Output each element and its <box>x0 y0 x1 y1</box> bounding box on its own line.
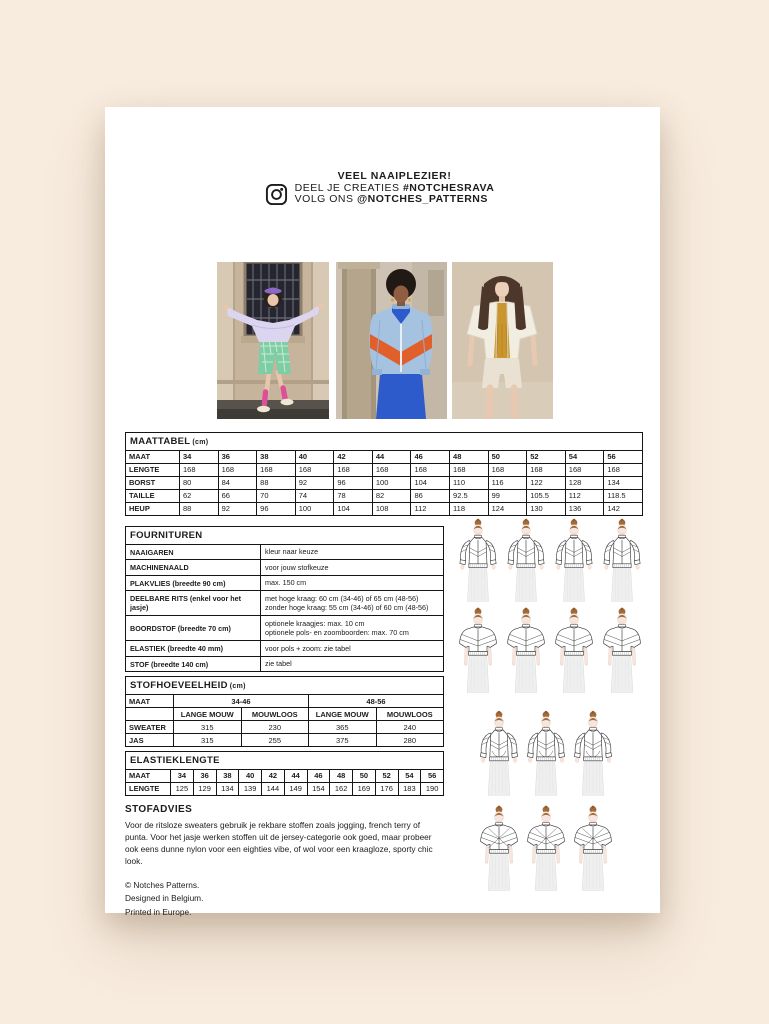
table-cell: 118 <box>450 502 489 515</box>
table-cell: LANGE MOUW <box>174 708 242 721</box>
taille-row <box>126 489 643 502</box>
footer-line: Printed in Europe. <box>125 906 192 917</box>
table-cell: 52 <box>527 450 566 463</box>
figure-row-sleeveless-front <box>455 606 645 696</box>
stofadvies-section <box>125 804 444 867</box>
table-cell: 118.5 <box>604 489 643 502</box>
table-cell: 100 <box>372 476 411 489</box>
table-cell: 139 <box>239 783 262 796</box>
row-label: LENGTE <box>126 463 180 476</box>
figure-row-longsleeve-back <box>455 710 645 798</box>
table-cell: 46 <box>411 450 450 463</box>
row-value: max. 150 cm <box>261 575 444 591</box>
table-cell: 168 <box>295 463 334 476</box>
table-cell: 142 <box>604 502 643 515</box>
table-cell: 99 <box>488 489 527 502</box>
jas-row <box>126 734 444 747</box>
social-block <box>105 171 660 206</box>
elastieklengte-title-row <box>126 752 444 770</box>
table-cell: 169 <box>353 783 376 796</box>
figure-sleeveless-front <box>551 606 597 696</box>
stofhoeveelheid-title: STOFHOEVEELHEID (cm) <box>126 677 444 695</box>
size-group-row <box>126 695 444 708</box>
instagram-handle: @NOTCHES_PATTERNS <box>356 193 488 205</box>
table-cell: 125 <box>171 783 194 796</box>
table-cell: 112 <box>565 489 604 502</box>
table-cell: 100 <box>295 502 334 515</box>
length-row <box>126 783 444 796</box>
photo-model-lavender-sweater <box>217 262 329 419</box>
table-row <box>126 656 444 672</box>
table-cell: 34 <box>171 770 194 783</box>
fournituren-table <box>125 526 444 672</box>
table-cell: 78 <box>334 489 373 502</box>
table-cell: 183 <box>398 783 421 796</box>
table-cell: 168 <box>604 463 643 476</box>
table-cell: 82 <box>372 489 411 502</box>
maattabel-title: MAATTABEL (cm) <box>126 433 643 451</box>
table-cell: 38 <box>216 770 239 783</box>
table-cell: 105.5 <box>527 489 566 502</box>
table-cell: 168 <box>527 463 566 476</box>
stofhoeveelheid-table <box>125 676 444 747</box>
photo-model-cream-jacket <box>452 262 553 419</box>
figure-longsleeve-front <box>599 518 645 604</box>
table-cell: 96 <box>257 502 296 515</box>
table-cell: 128 <box>565 476 604 489</box>
table-cell: 62 <box>180 489 219 502</box>
table-cell: 92.5 <box>450 489 489 502</box>
table-cell: 44 <box>284 770 307 783</box>
table-cell: 38 <box>257 450 296 463</box>
social-line-2: DEEL JE CREATIES #NOTCHESRAVA <box>294 181 495 194</box>
stofhoeveelheid-title-row <box>126 677 444 695</box>
row-label: TAILLE <box>126 489 180 502</box>
table-cell: 108 <box>372 502 411 515</box>
heup-row <box>126 502 643 515</box>
row-value: met hoge kraag: 60 cm (34-46) of 65 cm (48-56) zonder hoge kraag: 55 cm (34-46) of 60 cm (48-56) <box>261 591 444 616</box>
row-value: optionele kraagjes: max. 10 cm optionele pols- en zoomboorden: max. 70 cm <box>261 616 444 641</box>
table-cell: 315 <box>174 721 242 734</box>
footer-line: © Notches Patterns. <box>125 880 200 891</box>
row-label: NAAIGAREN <box>126 544 261 560</box>
table-cell: 50 <box>353 770 376 783</box>
table-cell: 134 <box>604 476 643 489</box>
table-cell: 44 <box>372 450 411 463</box>
size-group: 48-56 <box>309 695 444 708</box>
table-cell: 50 <box>488 450 527 463</box>
table-cell: 88 <box>257 476 296 489</box>
table-cell: 375 <box>309 734 377 747</box>
sleeve-header-row <box>126 708 444 721</box>
table-cell: 70 <box>257 489 296 502</box>
maattabel-title-row <box>126 433 643 451</box>
table-row <box>126 591 444 616</box>
figure-longsleeve-front <box>503 518 549 604</box>
table-cell: 84 <box>218 476 257 489</box>
borst-row <box>126 476 643 489</box>
figure-sleeveless-back <box>523 803 569 895</box>
footer-line: Designed in Belgium. <box>125 893 204 904</box>
sweater-row <box>126 721 444 734</box>
row-label: MACHINENAALD <box>126 560 261 576</box>
table-cell: 48 <box>450 450 489 463</box>
row-label: SWEATER <box>126 721 174 734</box>
table-cell: MOUWLOOS <box>376 708 444 721</box>
table-cell: 136 <box>565 502 604 515</box>
table-cell: 74 <box>295 489 334 502</box>
table-cell: 280 <box>376 734 444 747</box>
table-cell: 46 <box>307 770 330 783</box>
photo-model-chevron-jacket <box>336 262 447 419</box>
row-label: LENGTE <box>126 783 171 796</box>
table-cell: 104 <box>411 476 450 489</box>
row-label: PLAKVLIES (breedte 90 cm) <box>126 575 261 591</box>
hashtag: #NOTCHESRAVA <box>402 181 495 194</box>
figure-longsleeve-back <box>570 710 616 798</box>
table-cell: 168 <box>450 463 489 476</box>
row-value: zie tabel <box>261 656 444 672</box>
row-label: BORST <box>126 476 180 489</box>
table-row <box>126 544 444 560</box>
table-cell: 56 <box>604 450 643 463</box>
table-cell: 66 <box>218 489 257 502</box>
footer-credits <box>125 879 444 919</box>
table-cell: 315 <box>174 734 242 747</box>
table-cell: 92 <box>218 502 257 515</box>
table-cell: 110 <box>450 476 489 489</box>
table-cell: 52 <box>375 770 398 783</box>
table-row <box>126 560 444 576</box>
table-row <box>126 616 444 641</box>
row-label: MAAT <box>126 695 174 708</box>
table-cell: 168 <box>334 463 373 476</box>
row-label: ELASTIEK (breedte 40 mm) <box>126 641 261 657</box>
table-cell: 40 <box>239 770 262 783</box>
figure-row-longsleeve-front <box>455 518 645 604</box>
size-group: 34-46 <box>174 695 309 708</box>
row-label: STOF (breedte 140 cm) <box>126 656 261 672</box>
table-cell: 80 <box>180 476 219 489</box>
table-cell: 149 <box>284 783 307 796</box>
table-cell: MOUWLOOS <box>241 708 309 721</box>
table-cell: 40 <box>295 450 334 463</box>
left-column <box>125 526 444 919</box>
table-cell: 124 <box>488 502 527 515</box>
table-cell: 56 <box>421 770 444 783</box>
row-value: voor pols + zoom: zie tabel <box>261 641 444 657</box>
figure-sleeveless-front <box>455 606 501 696</box>
maattabel-table <box>125 432 643 516</box>
table-cell: 240 <box>376 721 444 734</box>
social-line-3: VOLG ONS @NOTCHES_PATTERNS <box>294 193 488 205</box>
table-cell: 168 <box>257 463 296 476</box>
table-cell: 168 <box>218 463 257 476</box>
figure-sleeveless-front <box>503 606 549 696</box>
table-cell: 190 <box>421 783 444 796</box>
social-line-1: VEEL NAAIPLEZIER! <box>337 170 452 182</box>
figure-longsleeve-front <box>455 518 501 604</box>
table-cell: 144 <box>262 783 285 796</box>
technical-drawings <box>455 518 645 895</box>
table-cell: 48 <box>330 770 353 783</box>
stofadvies-title: STOFADVIES <box>125 804 193 816</box>
elastieklengte-table <box>125 751 444 796</box>
table-cell: 162 <box>330 783 353 796</box>
figure-sleeveless-back <box>476 803 522 895</box>
figure-longsleeve-front <box>551 518 597 604</box>
instagram-icon <box>265 183 288 206</box>
row-value: voor jouw stofkeuze <box>261 560 444 576</box>
row-label: HEUP <box>126 502 180 515</box>
table-cell: 129 <box>193 783 216 796</box>
table-cell: 176 <box>375 783 398 796</box>
row-label: DEELBARE RITS (enkel voor het jasje) <box>126 591 261 616</box>
figure-longsleeve-back <box>523 710 569 798</box>
row-label: MAAT <box>126 770 171 783</box>
table-cell: 255 <box>241 734 309 747</box>
table-cell: 130 <box>527 502 566 515</box>
table-cell: 88 <box>180 502 219 515</box>
table-cell: 116 <box>488 476 527 489</box>
table-cell: 122 <box>527 476 566 489</box>
table-cell: 168 <box>565 463 604 476</box>
table-cell: 96 <box>334 476 373 489</box>
photo-strip <box>217 262 553 419</box>
row-value: kleur naar keuze <box>261 544 444 560</box>
table-cell: 154 <box>307 783 330 796</box>
table-cell: 54 <box>398 770 421 783</box>
fournituren-title-row <box>126 527 444 545</box>
row-label <box>126 708 174 721</box>
table-cell: LANGE MOUW <box>309 708 377 721</box>
lengte-row <box>126 463 643 476</box>
fournituren-title: FOURNITUREN <box>126 527 444 545</box>
figure-longsleeve-back <box>476 710 522 798</box>
size-header-row <box>126 450 643 463</box>
table-cell: 104 <box>334 502 373 515</box>
row-label: JAS <box>126 734 174 747</box>
table-cell: 36 <box>193 770 216 783</box>
table-cell: 34 <box>180 450 219 463</box>
elastieklengte-title: ELASTIEKLENGTE <box>126 752 444 770</box>
row-label: MAAT <box>126 450 180 463</box>
figure-sleeveless-back <box>570 803 616 895</box>
table-cell: 168 <box>488 463 527 476</box>
table-cell: 42 <box>262 770 285 783</box>
table-cell: 54 <box>565 450 604 463</box>
stofadvies-body: Voor de ritsloze sweaters gebruik je rekbare stoffen zoals jogging, french terry of punta. Voor het jasje werken stoffen uit de jersey-categorie ook goed, maar probeer ook eens dunne nylon voor een eighties vibe, of wol voor een kraagloze, sporty chic look. <box>125 820 433 867</box>
pattern-instruction-page <box>105 107 660 917</box>
table-cell: 365 <box>309 721 377 734</box>
table-cell: 134 <box>216 783 239 796</box>
table-cell: 112 <box>411 502 450 515</box>
table-cell: 86 <box>411 489 450 502</box>
table-row <box>126 575 444 591</box>
figure-sleeveless-front <box>599 606 645 696</box>
table-cell: 92 <box>295 476 334 489</box>
table-cell: 168 <box>372 463 411 476</box>
table-row <box>126 641 444 657</box>
table-cell: 42 <box>334 450 373 463</box>
table-cell: 36 <box>218 450 257 463</box>
table-cell: 230 <box>241 721 309 734</box>
size-row <box>126 770 444 783</box>
figure-row-sleeveless-back <box>455 803 645 895</box>
row-label: BOORDSTOF (breedte 70 cm) <box>126 616 261 641</box>
table-cell: 168 <box>411 463 450 476</box>
table-cell: 168 <box>180 463 219 476</box>
